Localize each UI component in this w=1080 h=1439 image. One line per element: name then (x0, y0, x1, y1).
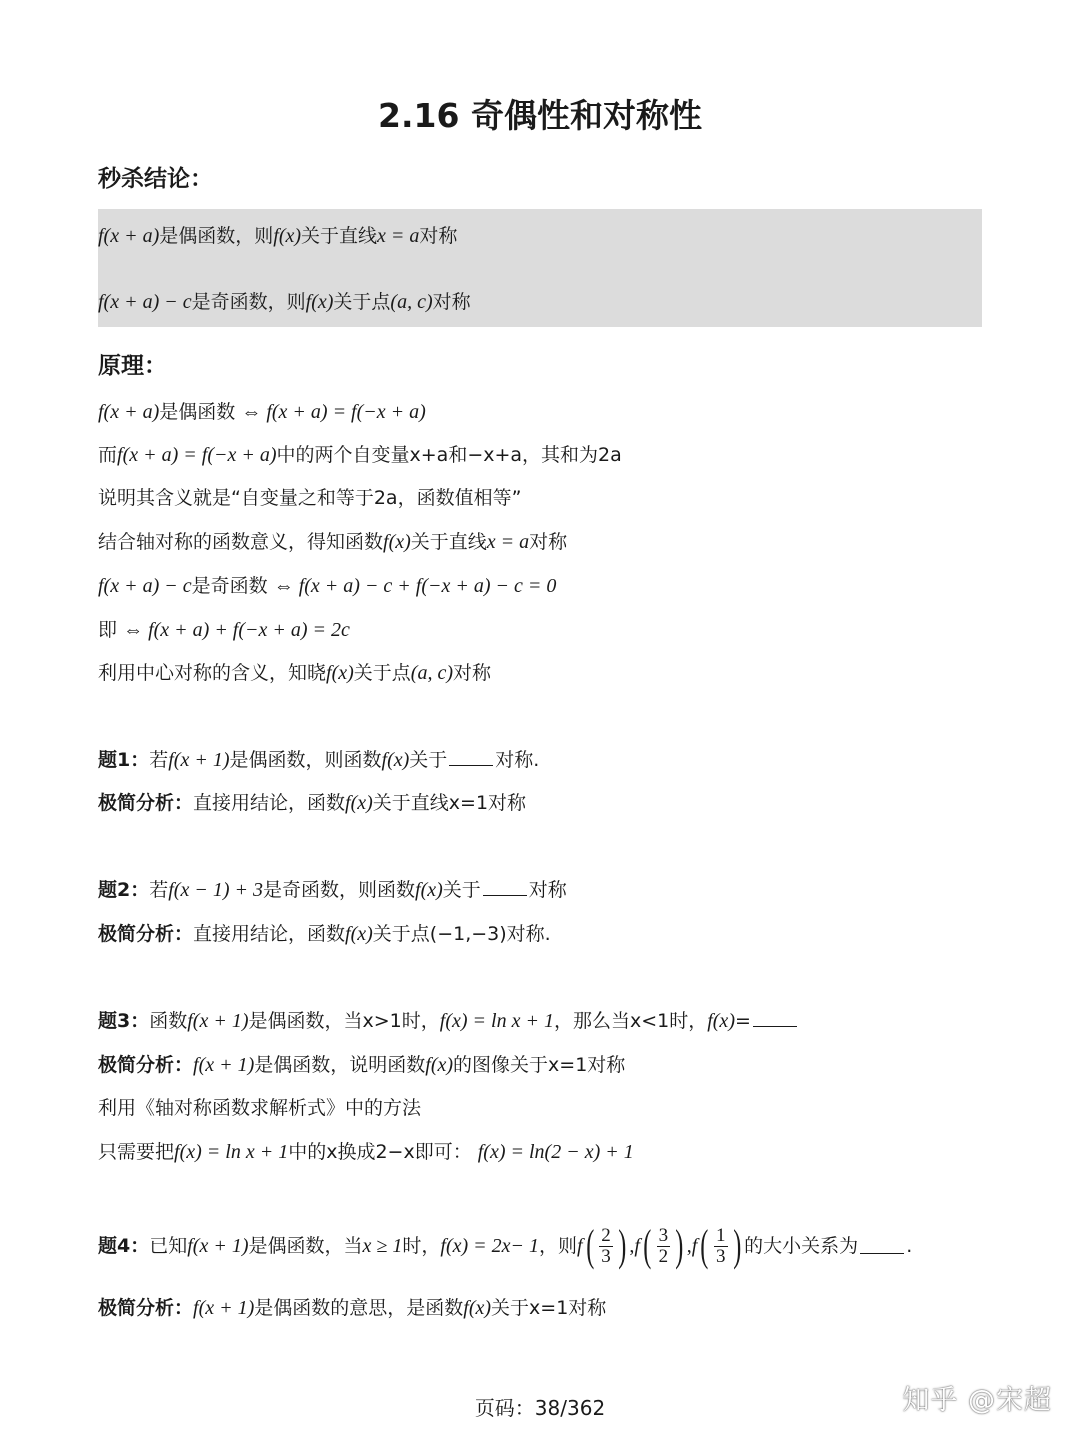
question-label: 题3： (98, 1010, 150, 1032)
text: 对称 (528, 879, 567, 901)
text: 关于直线 (410, 531, 487, 553)
text: 中的两个自变量x+a和−x+a，其和为2a (276, 444, 622, 466)
paren: ) (618, 1221, 627, 1270)
text: 是偶函数，说明函数 (254, 1054, 426, 1076)
conclusion-line-2 (98, 292, 471, 312)
math: f(x) (273, 225, 302, 247)
math: f(x) = 2 (440, 1235, 502, 1257)
math: f(x) = ln(2 − x) + 1 (477, 1141, 634, 1163)
fraction (714, 1226, 728, 1267)
math: f(x − 1) + 3 (168, 879, 263, 901)
text: 是偶函数的意思，是函数 (254, 1297, 464, 1319)
question-2 (98, 880, 567, 900)
text: 时， (402, 1234, 441, 1257)
math: f(x) (383, 531, 411, 553)
math: − 1 (510, 1235, 540, 1257)
analysis-3-line-3 (98, 1142, 634, 1162)
paren: ( (700, 1221, 709, 1270)
math: f(x + 1) (187, 1010, 249, 1032)
math: f(x) (345, 792, 373, 814)
denominator: 3 (716, 1245, 726, 1267)
text: 对称 (529, 531, 568, 553)
conclusion-line-1 (98, 226, 457, 246)
paren: ( (585, 1221, 594, 1270)
text: 若 (149, 749, 169, 771)
text: 中的x换成2−x即可： (288, 1141, 472, 1163)
section-heading-conclusion: 秒杀结论： (98, 166, 213, 192)
text: 已知 (149, 1234, 188, 1257)
text: 的图像关于x=1对称 (453, 1054, 626, 1076)
denominator: 2 (658, 1245, 669, 1267)
text: 关于直线x=1对称 (372, 792, 527, 814)
answer-blank (860, 1238, 904, 1254)
numerator: 2 (601, 1224, 611, 1246)
text: 关于 (409, 749, 448, 771)
principle-line-7 (98, 663, 491, 683)
page-number: 页码：38/362 (474, 1396, 606, 1420)
math: f(x + a) = f(−x + a) (117, 444, 277, 466)
paren: ( (643, 1221, 652, 1270)
math: ⇔ f(x + a) = f(−x + a) (241, 401, 426, 423)
math: f(x) = ln x + 1 (174, 1141, 289, 1163)
analysis-2 (98, 924, 551, 944)
section-heading-principle: 原理： (98, 353, 167, 379)
math: (a, c) (410, 662, 453, 684)
math: f(x) (425, 1054, 454, 1076)
question-label: 题4： (98, 1234, 150, 1257)
analysis-3-line-2: 利用《轴对称函数求解析式》中的方法 (98, 1097, 422, 1119)
text: ，则 (539, 1234, 578, 1257)
analysis-3 (98, 1055, 625, 1075)
principle-line-1 (98, 402, 426, 422)
math: f(x) (415, 879, 443, 901)
text: ，那么当x<1时， (553, 1010, 708, 1032)
numerator: 3 (658, 1224, 669, 1246)
text: 只需要把 (98, 1141, 175, 1163)
answer-blank (449, 750, 493, 766)
text: 直接用结论，函数 (193, 923, 346, 945)
question-4: 题4： 已知 f(x + 1) 是偶函数，当 x ≥ 1 时， f(x) = 2 x − 1 ，则 f ( $\frac{2}{3}$ ) , f ( $\frac{3}{2}$ ) , f ( $\frac{1}{3}$ ) 的大小关系为 . (98, 1221, 913, 1270)
math: f(x + a) (98, 225, 160, 247)
math: f(x + 1) (193, 1054, 255, 1076)
analysis-label: 极简分析： (98, 1297, 194, 1319)
text: 是偶函数 (159, 401, 236, 423)
principle-line-4 (98, 532, 567, 552)
text: 对称. (495, 749, 540, 771)
text: = (734, 1010, 751, 1032)
text: 结合轴对称的函数意义，得知函数 (98, 531, 384, 553)
math: f(x) (326, 662, 354, 684)
principle-line-3: 说明其含义就是“自变量之和等于2a，函数值相等” (98, 487, 522, 509)
math: f(x + a) − c (98, 291, 192, 313)
math: f(x + a) (98, 401, 160, 423)
text: 是奇函数，则 (191, 291, 306, 313)
analysis-4 (98, 1298, 606, 1318)
page-title: 2.16 奇偶性和对称性 (378, 96, 702, 135)
math: ⇔ f(x + a) + f(−x + a) = 2c (123, 619, 350, 641)
paren: ) (675, 1221, 684, 1270)
text: 关于点 (353, 662, 411, 684)
question-3 (98, 1011, 799, 1031)
text: 关于 (442, 879, 481, 901)
principle-line-2 (98, 445, 622, 465)
math: x ≥ 1 (362, 1235, 403, 1257)
fraction (657, 1226, 671, 1267)
watermark: 知乎 @宋超 (902, 1385, 1052, 1416)
fraction (599, 1226, 613, 1267)
text: 是奇函数，则函数 (263, 879, 416, 901)
math: f(x + a) − c (98, 575, 192, 597)
answer-blank (483, 880, 527, 896)
math: x = a (486, 531, 530, 553)
text: 关于直线 (301, 225, 378, 247)
text: 利用中心对称的含义，知晓 (98, 662, 327, 684)
numerator: 1 (716, 1224, 726, 1246)
math: f(x) (381, 749, 410, 771)
text: 关于点(−1,−3)对称. (372, 923, 551, 945)
math: f(x + 1) (168, 749, 230, 771)
text: 的大小关系为 (744, 1234, 859, 1257)
text: 即 (98, 619, 118, 641)
math: f (634, 1235, 640, 1257)
principle-line-6 (98, 620, 350, 640)
analysis-label: 极简分析： (98, 1054, 194, 1076)
text: 若 (149, 879, 169, 901)
math: f(x) (707, 1010, 735, 1032)
text: 是偶函数，当 (248, 1234, 363, 1257)
question-label: 题2： (98, 879, 150, 901)
denominator: 3 (601, 1245, 611, 1267)
answer-blank (753, 1011, 797, 1027)
text: 直接用结论，函数 (193, 792, 346, 814)
math: ⇔ f(x + a) − c + f(−x + a) − c = 0 (273, 575, 557, 597)
math: (a, c) (390, 291, 433, 313)
text: 是奇函数 (191, 575, 268, 597)
question-label: 题1： (98, 749, 150, 771)
math-exponent: x (501, 1235, 511, 1257)
text: 是偶函数，则函数 (229, 749, 382, 771)
principle-line-5 (98, 576, 556, 596)
math: f(x + 1) (187, 1235, 249, 1257)
math: f(x) (305, 291, 334, 313)
math: f(x) (463, 1297, 492, 1319)
math: f(x) (345, 923, 373, 945)
text: 而 (98, 444, 118, 466)
math: f (577, 1235, 583, 1257)
text: 是偶函数，则 (159, 225, 274, 247)
text: 关于x=1对称 (491, 1297, 607, 1319)
text: 函数 (149, 1010, 188, 1032)
math: f (691, 1235, 698, 1257)
text: 对称 (432, 291, 471, 313)
analysis-label: 极简分析： (98, 923, 194, 945)
text: 对称 (453, 662, 492, 684)
paren: ) (732, 1221, 741, 1270)
analysis-1 (98, 793, 526, 813)
question-1 (98, 750, 539, 770)
math: f(x + 1) (193, 1297, 255, 1319)
math: x = a (377, 225, 420, 247)
text: 对称 (419, 225, 458, 247)
analysis-label: 极简分析： (98, 792, 194, 814)
text: 关于点 (333, 291, 391, 313)
text: 是偶函数，当x>1时， (248, 1010, 440, 1032)
math: f(x) = ln x + 1 (439, 1010, 554, 1032)
